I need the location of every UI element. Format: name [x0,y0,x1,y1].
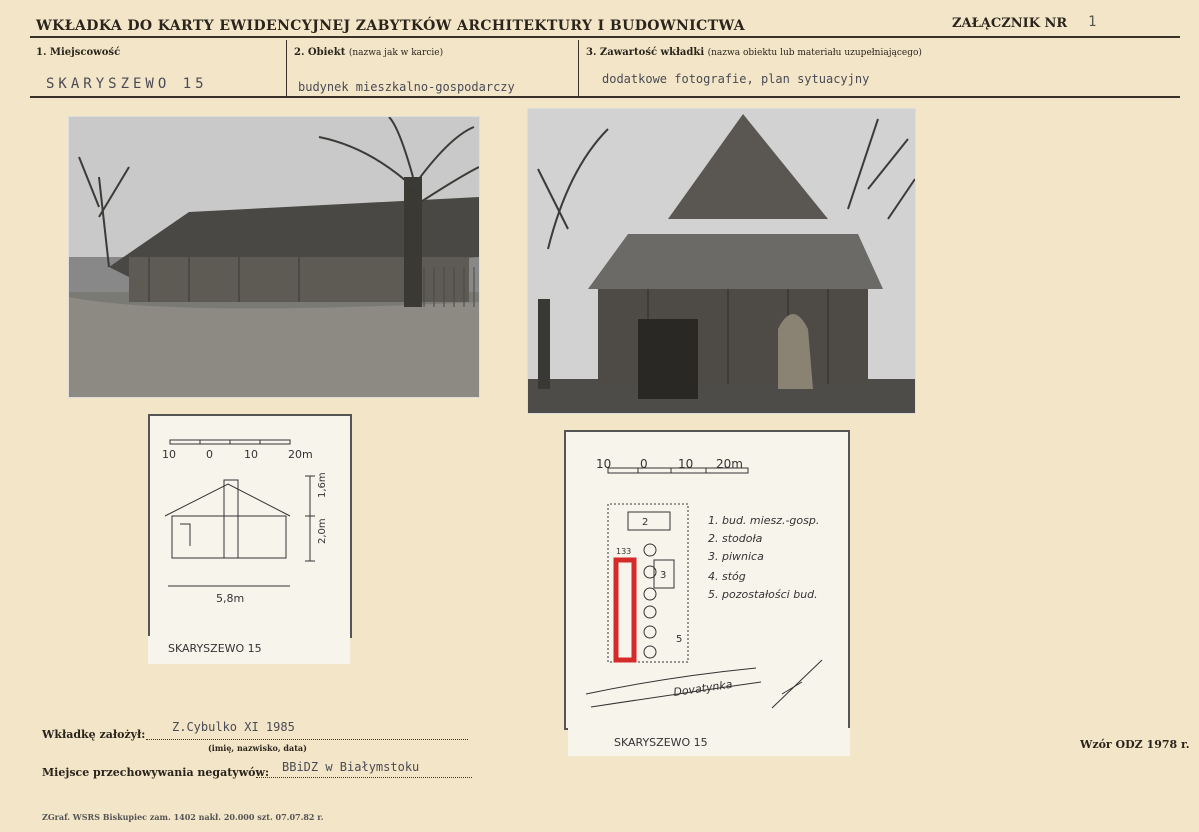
plan-number-5: 5 [676,634,683,645]
content-label [586,47,922,58]
sketch-scale-label-3: 10 [244,448,258,461]
site-plan [564,430,850,730]
plan-scale-label-3: 10 [678,457,694,471]
storage-label: Miejsce przechowywania negatywów: [42,766,270,779]
storage-line [256,776,472,778]
sketch-scale-label-4: 20m [288,448,313,461]
legend-item-5: 5. pozostałości bud. [708,588,818,601]
road-label: Dovatynka [672,677,734,699]
section-caption: SKARYSZEWO 15 [148,636,350,664]
storage-value: BBiDZ w Białymstoku [282,760,420,774]
farmhouse-image [69,117,479,397]
object-value: budynek mieszkalno-gospodarczy [298,80,515,94]
locality-label: 1. Miejscowość [36,47,121,58]
header-rule [30,36,1180,38]
sketch-height-2: 2,0m [317,518,328,544]
site-plan-caption: SKARYSZEWO 15 [568,728,850,756]
content-value: dodatkowe fotografie, plan sytuacyjny [602,72,870,86]
content-label-text: 3. Zawartość wkładki [586,47,705,58]
legend-item-1: 1. bud. miesz.-gosp. [708,514,820,527]
plan-number-2: 2 [642,517,649,528]
plan-number-133: 133 [616,547,632,556]
object-label [294,47,443,58]
field-divider-1 [286,40,287,96]
section-drawing [150,416,350,636]
sketch-scale-label-1: 10 [162,448,176,461]
sketch-width-label: 5,8m [216,592,245,605]
site-plan-drawing [566,432,848,728]
legend-item-2: 2. stodoła [708,532,763,545]
plan-scale-label-4: 20m [716,457,743,471]
plan-scale-label-2: 0 [640,457,648,471]
card-title: WKŁADKA DO KARTY EWIDENCYJNEJ ZABYTKÓW ARCHITEKTURY I BUDOWNICTWA [36,18,745,34]
founded-value: Z.Cybulko XI 1985 [172,720,295,734]
gable-image [528,109,915,413]
legend-item-3: 3. piwnica [708,550,764,563]
annex-label: ZAŁĄCZNIK NR [952,16,1068,31]
template-label: Wzór ODZ 1978 r. [1080,738,1190,751]
object-hint: (nazwa jak w karcie) [348,48,444,58]
photo-gable [527,108,916,414]
annex-number: 1 [1088,14,1097,30]
legend-item-4: 4. stóg [708,570,746,583]
founded-label: Wkładkę założył: [42,728,146,741]
locality-value: SKARYSZEWO 15 [46,76,208,92]
fields-rule [30,96,1180,98]
print-info: ZGraf. WSRS Biskupiec zam. 1402 nakł. 20.000 szt. 07.07.82 r. [42,812,324,822]
field-divider-2 [578,40,579,96]
sketch-scale-label-2: 0 [206,448,213,461]
content-hint: (nazwa obiektu lub materiału uzupełniającego) [707,48,922,58]
house-marker [616,560,634,660]
object-label-text: 2. Obiekt [294,47,346,58]
photo-farmhouse [68,116,480,398]
founded-hint: (imię, nazwisko, data) [208,743,307,753]
section-sketch [148,414,352,638]
founded-line [146,738,468,740]
plan-scale-label-1: 10 [596,457,612,471]
plan-number-3: 3 [660,570,667,581]
sketch-height-1: 1,6m [317,472,328,498]
